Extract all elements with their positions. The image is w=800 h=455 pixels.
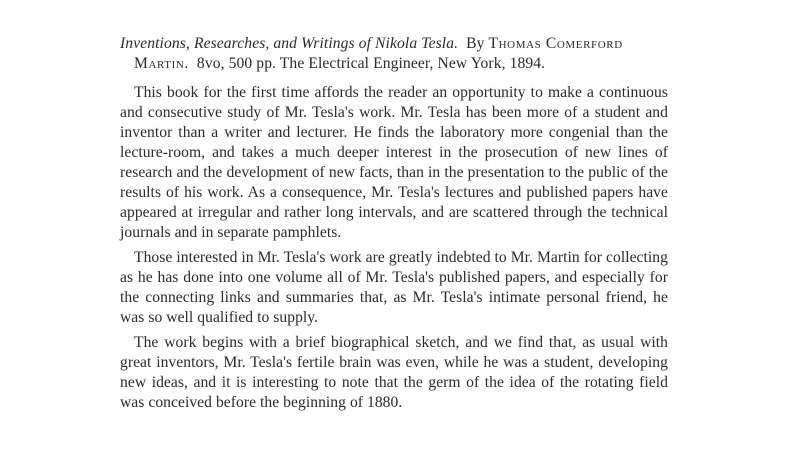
page-crop-edge xyxy=(0,430,800,455)
book-author: Thomas Comerford Martin. xyxy=(134,35,623,72)
review-heading xyxy=(120,34,668,74)
review-paragraph-1: This book for the first time affords the reader an opportunity to make a continuous and consecutive study of Mr. Tesla's work. Mr. Tesla has been more of a student and inventor than a writer and lecturer. He finds the laboratory more congenial than the lecture-room, and takes a much deeper interest in the prosecution of new lines of research and the development of new facts, than in the presentation to the public of the results of his work. As a consequence, Mr. Tesla's lectures and published papers have appeared at irregular and rather long intervals, and are scattered through the technical journals and in separate pamphlets. xyxy=(120,84,668,241)
book-review xyxy=(120,34,668,413)
book-details: 8vo, 500 pp. The Electrical Engineer, New York, 1894. xyxy=(196,55,546,72)
review-paragraph-3: The work begins with a brief biographical sketch, and we find that, as usual with great inventors, Mr. Tesla's fertile brain was even, while he was a student, developing new ideas, and it is interesting to note that the germ of the idea of the rotating field was conceived before the beginning of 1880. xyxy=(120,334,668,411)
review-paragraph-2: Those interested in Mr. Tesla's work are greatly indebted to Mr. Martin for collecting as he has done into one volume all of Mr. Tesla's published papers, and especially for the connecting links and summaries that, as Mr. Tesla's intimate personal friend, he was so well qualified to supply. xyxy=(120,249,668,326)
by-word: By xyxy=(466,35,485,52)
book-title: Inventions, Researches, and Writings of Nikola Tesla. xyxy=(120,35,459,52)
